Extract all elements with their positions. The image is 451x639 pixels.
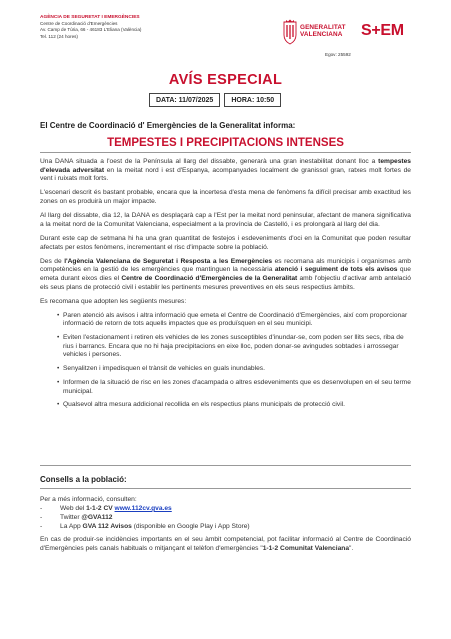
more-info-text: Per a més informació, consulten: (40, 496, 137, 503)
subtitle-divider (40, 152, 411, 153)
paragraph-3: Al llarg del dissabte, dia 12, la DANA es desplaçarà cap a l'Est per la meitat nord peninsular, afectant de manera significativa a la meitat nord de la Comunitat Valenciana, especialment a la província de Castelló, i es prolongarà al llarg del dia. (40, 212, 411, 228)
agency-address: Av. Camp de Túria, 66 - 46183 L'Eliana (València) (40, 27, 142, 33)
p5-bold-attention: atenció i seguiment de tots els avisos (274, 266, 398, 274)
warning-body (40, 158, 411, 415)
dash: - (40, 504, 43, 512)
web-line (40, 505, 411, 514)
p5-bold-center: Centre de Coordinació d'Emergències de la Generalitat (121, 274, 298, 282)
paragraph-4: Durant este cap de setmana hi ha una gran quantitat de festejos i esdeveniments d'oci en la Comunitat que poden resultar afectats per estos fenòmens, incrementant el risc d'impacte sobre la població. (40, 234, 411, 251)
list-item: • Qualsevol altra mesura addicional recollida en els respectius plans municipals de protecció civil. (57, 401, 411, 410)
web-name: 1-1-2 CV (86, 504, 113, 512)
final-text-c: ". (349, 544, 354, 552)
web-prefix: Web del (60, 504, 87, 512)
egov-number: Egov: 25592 (325, 52, 351, 57)
agency-header (40, 15, 141, 40)
list-item: • Eviten l'estacionament i retiren els vehicles de les zones susceptibles d'inundar-se, com poden ser llits secs, riba de rius i barrancs. Encara que no hi haja precipitacions en eixe lloc, poden donar-se avingudes sobtades i arrossegar vehicles i persones. (57, 334, 411, 360)
consells-title: Consells a la població: (40, 475, 127, 484)
agency-phone: Tel. 112 (24 hores) (40, 33, 78, 39)
dash: - (40, 522, 43, 530)
section-divider-top (40, 465, 411, 466)
p1-bold: tempestes d'elevada adversitat (40, 158, 411, 174)
p5-bold-agency: l'Agència Valenciana de Seguretat i Resposta a les Emergències (64, 257, 273, 265)
twitter-prefix: Twitter (60, 513, 82, 521)
paragraph-2: L'escenari descrit és bastant probable, encara que la incertesa d'esta mena de fenòmens fa difícil precisar amb exactitud les zones on es produirà un major impacte. (40, 189, 411, 206)
gva-line2: VALENCIANA (300, 31, 343, 39)
list-item: • Paren atenció als avisos i altra informació que emeta el Centre de Coordinació d'Emergències, així com proporcionar informació de retorn de tots aquells impactes que es produïsquen en el seu municipi. (57, 312, 411, 329)
paragraph-5 (40, 258, 411, 293)
paragraph-1 (40, 158, 411, 184)
date-box: DATA: 11/07/2025 (149, 93, 220, 107)
list-item: • Informen de la situació de risc en les zones d'acampada o altres esdeveniments que es desenvolupen en el seu terme municipal. (57, 379, 411, 396)
warning-subtitle: TEMPESTES I PRECIPITACIONS INTENSES (107, 137, 344, 149)
generalitat-shield-icon (283, 19, 297, 45)
date-time-boxes (149, 93, 281, 107)
app-name: GVA 112 Avisos (82, 522, 132, 530)
dash: - (40, 513, 43, 521)
sem-logo: S+EM (361, 22, 404, 39)
twitter-handle: @GVA112 (81, 513, 113, 521)
generalitat-logo (283, 19, 347, 49)
twitter-line (40, 514, 411, 523)
generalitat-wordmark (300, 24, 346, 39)
p5-text-e: que emeta durant eixos dies el (40, 266, 411, 282)
p5-text-a: Des de (40, 257, 65, 265)
list-item: • Senyalitzen i impedisquen el trànsit de vehicles en guals inundables. (57, 365, 411, 374)
p5-text-g: amb l'objectiu d'activar amb antelació els seus plans de protecció civil i establir les pertinents mesures preventives en els seus respectius àmbits. (40, 274, 411, 291)
app-suffix: (disponible en Google Play i App Store) (131, 522, 250, 530)
page-title: AVÍS ESPECIAL (168, 72, 283, 88)
p5-text-c: es recomana als municipis i organismes amb competències en la gestió de les emergències que mantinguen la necessària (40, 257, 411, 274)
agency-center: Centre de Coordinació d'Emergències (40, 21, 118, 27)
p1-text-c: en la meitat nord i est d'Espanya, acompanyades localment de granissol gran, ratxes molt fortes de vent i ruixats molt forts. (40, 166, 411, 183)
consells-section (40, 496, 411, 553)
final-text-a: En cas de produir-se incidències importants en el seu àmbit competencial, pot facilitar informació al Centre de Coordinació d'Emergències pels canals habituals o mitjançant el telèfon d'emergències " (40, 535, 411, 552)
app-prefix: La App (60, 522, 83, 530)
paragraph-6: Es recomana que adopten les següents mesures: (40, 297, 187, 305)
section-divider-bottom (40, 488, 411, 489)
final-bold: 1-1-2 Comunitat Valenciana (262, 544, 350, 552)
intro-heading: El Centre de Coordinació d' Emergències de la Generalitat informa: (40, 121, 296, 130)
p1-text-a: Una DANA situada a l'oest de la Península al llarg del dissabte, generarà una gran inestabilitat donant lloc a (40, 158, 379, 165)
time-box: HORA: 10:50 (224, 93, 281, 107)
app-line (40, 523, 411, 532)
final-paragraph (40, 536, 411, 554)
web-link[interactable]: www.112cv.gva.es (114, 504, 172, 512)
measures-list (40, 312, 411, 410)
gva-line1: GENERALITAT (300, 24, 346, 31)
agency-name: AGÈNCIA DE SEGURETAT I EMERGÈNCIES (40, 15, 140, 20)
